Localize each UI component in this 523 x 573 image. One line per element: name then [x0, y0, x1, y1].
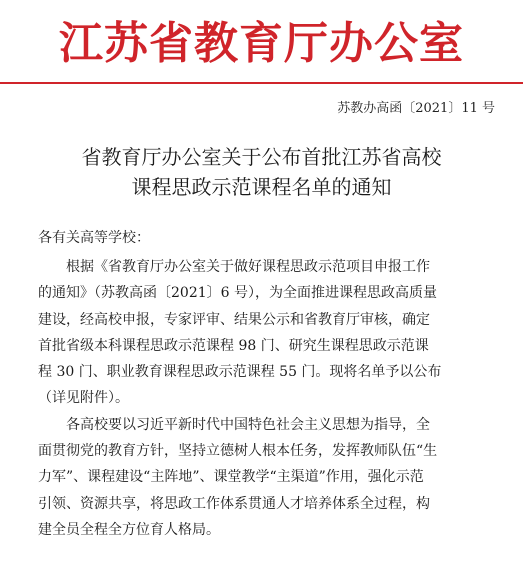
title-line-2: 课程思政示范课程名单的通知	[131, 175, 392, 199]
title-line-1: 省教育厅办公室关于公布首批江苏省高校	[81, 145, 442, 169]
document-title	[0, 142, 523, 202]
paragraph-line: 根据《省教育厅办公室关于做好课程思政示范项目申报工作	[66, 259, 430, 275]
masthead-divider	[0, 82, 523, 84]
paragraph-line: 力军”、课程建设“主阵地”、课堂教学“主渠道”作用，强化示范	[38, 469, 424, 486]
salutation: 各有关高等学校：	[38, 230, 150, 246]
document-body	[38, 254, 490, 543]
masthead-title: 江苏省教育厅办公室	[59, 18, 464, 69]
paragraph-1	[38, 254, 490, 412]
paragraph-line: 引领、资源共享，将思政工作体系贯通人才培养体系全过程，构	[38, 495, 430, 512]
paragraph-line: 首批省级本科课程思政示范课程 98 门、研究生课程思政示范课	[38, 337, 429, 354]
document-number: 苏教办高函〔2021〕11 号	[337, 101, 495, 116]
paragraph-line: 程 30 门、职业教育课程思政示范课程 55 门。现将名单予以公布	[38, 364, 442, 381]
paragraph-line: 的通知》（苏教高函〔2021〕6 号），为全面推进课程思政高质量	[38, 285, 437, 302]
paragraph-2	[38, 412, 490, 543]
paragraph-line: （详见附件）。	[38, 390, 129, 407]
paragraph-line: 建设，经高校申报，专家评审、结果公示和省教育厅审核，确定	[38, 311, 430, 328]
paragraph-line: 建全员全程全方位育人格局。	[38, 521, 220, 538]
paragraph-line: 各高校要以习近平新时代中国特色社会主义思想为指导，全	[66, 416, 430, 433]
paragraph-line: 面贯彻党的教育方针，坚持立德树人根本任务，发挥教师队伍“生	[38, 443, 438, 460]
